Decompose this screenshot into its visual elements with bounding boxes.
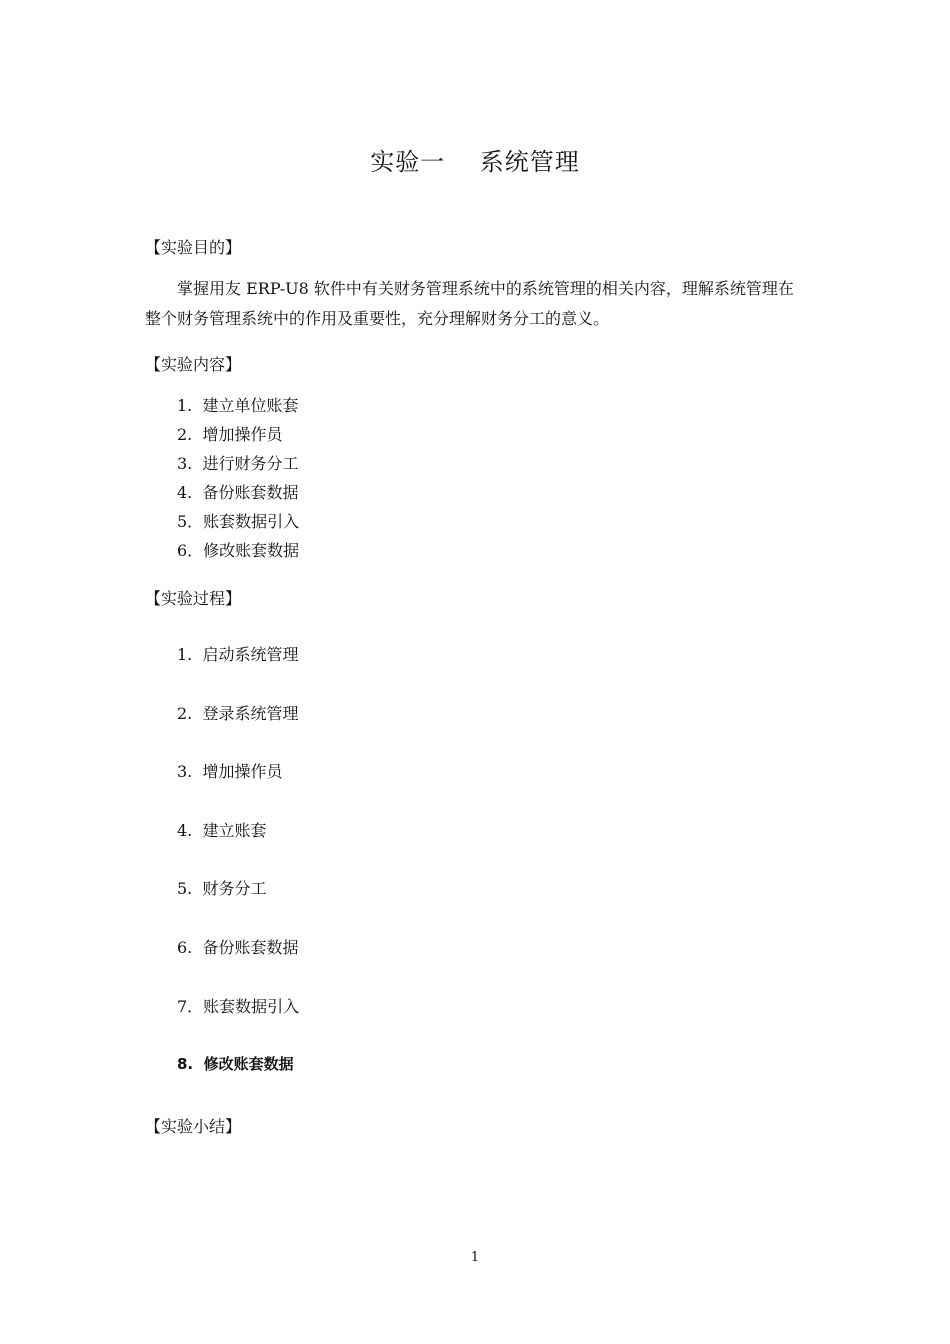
process-item-5: 5. 财务分工 <box>177 879 267 899</box>
page-number: 1 <box>470 1250 480 1265</box>
process-list <box>177 640 299 1109</box>
process-item-2: 2. 登录系统管理 <box>177 703 299 723</box>
process-item-1: 1. 启动系统管理 <box>177 645 299 664</box>
content-item-2: 2. 增加操作员 <box>177 425 283 444</box>
content-item-4: 4. 备份账套数据 <box>177 483 299 502</box>
process-item-6: 6. 备份账套数据 <box>177 937 299 957</box>
process-item-7: 7．账套数据引入 <box>177 996 300 1016</box>
purpose-heading: 【实验目的】 <box>145 238 242 257</box>
process-item-8: 8. 修改账套数据 <box>177 1055 294 1074</box>
process-item-4: 4. 建立账套 <box>177 820 267 840</box>
summary-heading: 【实验小结】 <box>145 1117 242 1136</box>
content-item-5: 5．账套数据引入 <box>177 512 300 531</box>
content-list <box>177 391 299 565</box>
content-item-6: 6．修改账套数据 <box>177 541 300 560</box>
content-item-1: 1. 建立单位账套 <box>177 396 299 415</box>
content-item-3: 3. 进行财务分工 <box>177 454 299 473</box>
page-title: 实验一 系统管理 <box>370 148 580 176</box>
process-item-3: 3. 增加操作员 <box>177 762 283 782</box>
content-heading: 【实验内容】 <box>145 355 242 374</box>
process-heading: 【实验过程】 <box>145 589 242 608</box>
purpose-paragraph: 掌握用友 ERP-U8 软件中有关财务管理系统中的系统管理的相关内容，理解系统管理在整个财务管理系统中的作用及重要性，充分理解财务分工的意义。 <box>145 279 794 328</box>
